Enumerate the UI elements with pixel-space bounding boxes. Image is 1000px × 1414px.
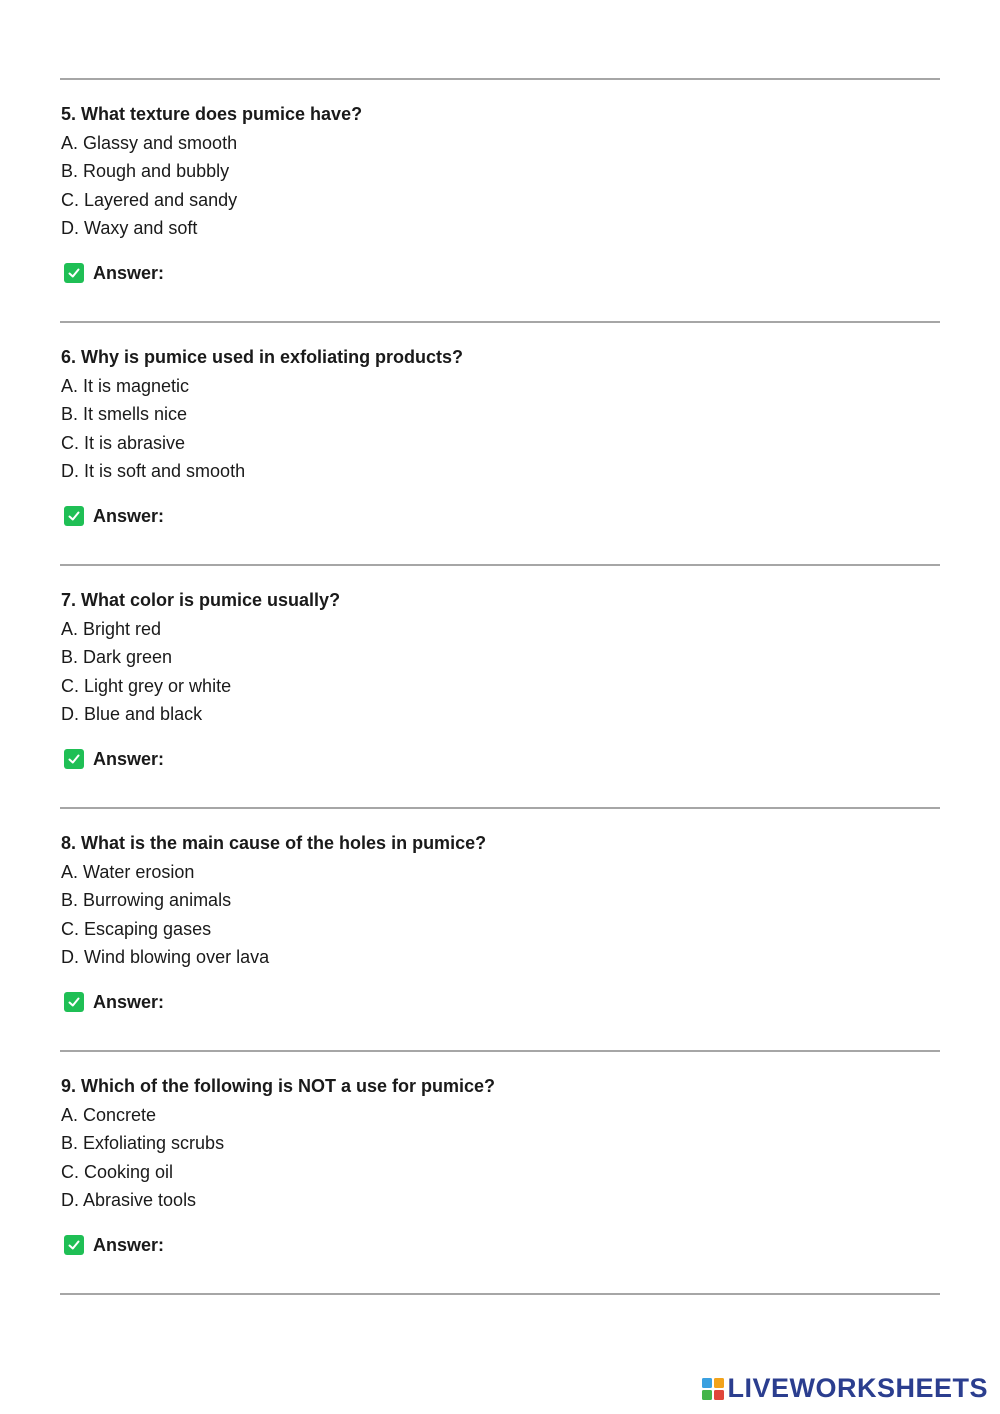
- answer-label: Answer:: [93, 1234, 165, 1255]
- answer-label: Answer:: [93, 991, 165, 1012]
- liveworksheets-logo-icon: [702, 1378, 724, 1400]
- answer-row[interactable]: [61, 748, 941, 770]
- option-d: D. Wind blowing over lava: [61, 947, 270, 967]
- question-title: 7. What color is pumice usually?: [61, 590, 341, 610]
- option-c: C. It is abrasive: [61, 432, 186, 453]
- answer-label: Answer:: [93, 748, 165, 769]
- answer-row[interactable]: [61, 505, 941, 527]
- divider: [60, 564, 940, 566]
- option-b: B. Rough and bubbly: [61, 161, 230, 181]
- divider: [60, 78, 940, 80]
- question-9: [61, 1076, 941, 1256]
- divider: [60, 1293, 940, 1295]
- option-c: C. Cooking oil: [61, 1161, 174, 1182]
- question-6: [61, 347, 941, 527]
- question-5: [61, 104, 941, 284]
- answer-row[interactable]: [61, 262, 941, 284]
- checkmark-icon: [64, 992, 84, 1012]
- brand-name: LIVEWORKSHEETS: [727, 1373, 988, 1403]
- option-c: C. Escaping gases: [61, 918, 212, 939]
- option-d: D. Blue and black: [61, 704, 203, 724]
- checkmark-icon: [64, 506, 84, 526]
- option-c: C. Light grey or white: [61, 675, 232, 696]
- option-d: D. Abrasive tools: [61, 1190, 197, 1210]
- answer-row[interactable]: [61, 1234, 941, 1256]
- checkmark-icon: [64, 263, 84, 283]
- option-a: A. Water erosion: [61, 861, 195, 882]
- question-8: [61, 833, 941, 1013]
- checkmark-icon: [64, 1235, 84, 1255]
- answer-row[interactable]: [61, 991, 941, 1013]
- question-7: [61, 590, 941, 770]
- option-a: A. Bright red: [61, 618, 162, 639]
- answer-label: Answer:: [93, 262, 165, 283]
- option-a: A. Glassy and smooth: [61, 132, 238, 153]
- option-b: B. Burrowing animals: [61, 890, 232, 910]
- option-d: D. It is soft and smooth: [61, 461, 246, 481]
- checkmark-icon: [64, 749, 84, 769]
- question-title: 5. What texture does pumice have?: [61, 104, 363, 124]
- option-c: C. Layered and sandy: [61, 189, 238, 210]
- divider: [60, 807, 940, 809]
- option-b: B. Dark green: [61, 647, 173, 667]
- option-d: D. Waxy and soft: [61, 218, 198, 238]
- divider: [60, 1050, 940, 1052]
- divider: [60, 321, 940, 323]
- option-a: A. Concrete: [61, 1104, 157, 1125]
- question-title: 6. Why is pumice used in exfoliating products?: [61, 347, 464, 367]
- answer-label: Answer:: [93, 505, 165, 526]
- brand-logo: [702, 1373, 988, 1404]
- option-b: B. It smells nice: [61, 404, 188, 424]
- question-title: 8. What is the main cause of the holes in pumice?: [61, 833, 487, 853]
- question-title: 9. Which of the following is NOT a use for pumice?: [61, 1076, 496, 1096]
- option-b: B. Exfoliating scrubs: [61, 1133, 225, 1153]
- option-a: A. It is magnetic: [61, 375, 190, 396]
